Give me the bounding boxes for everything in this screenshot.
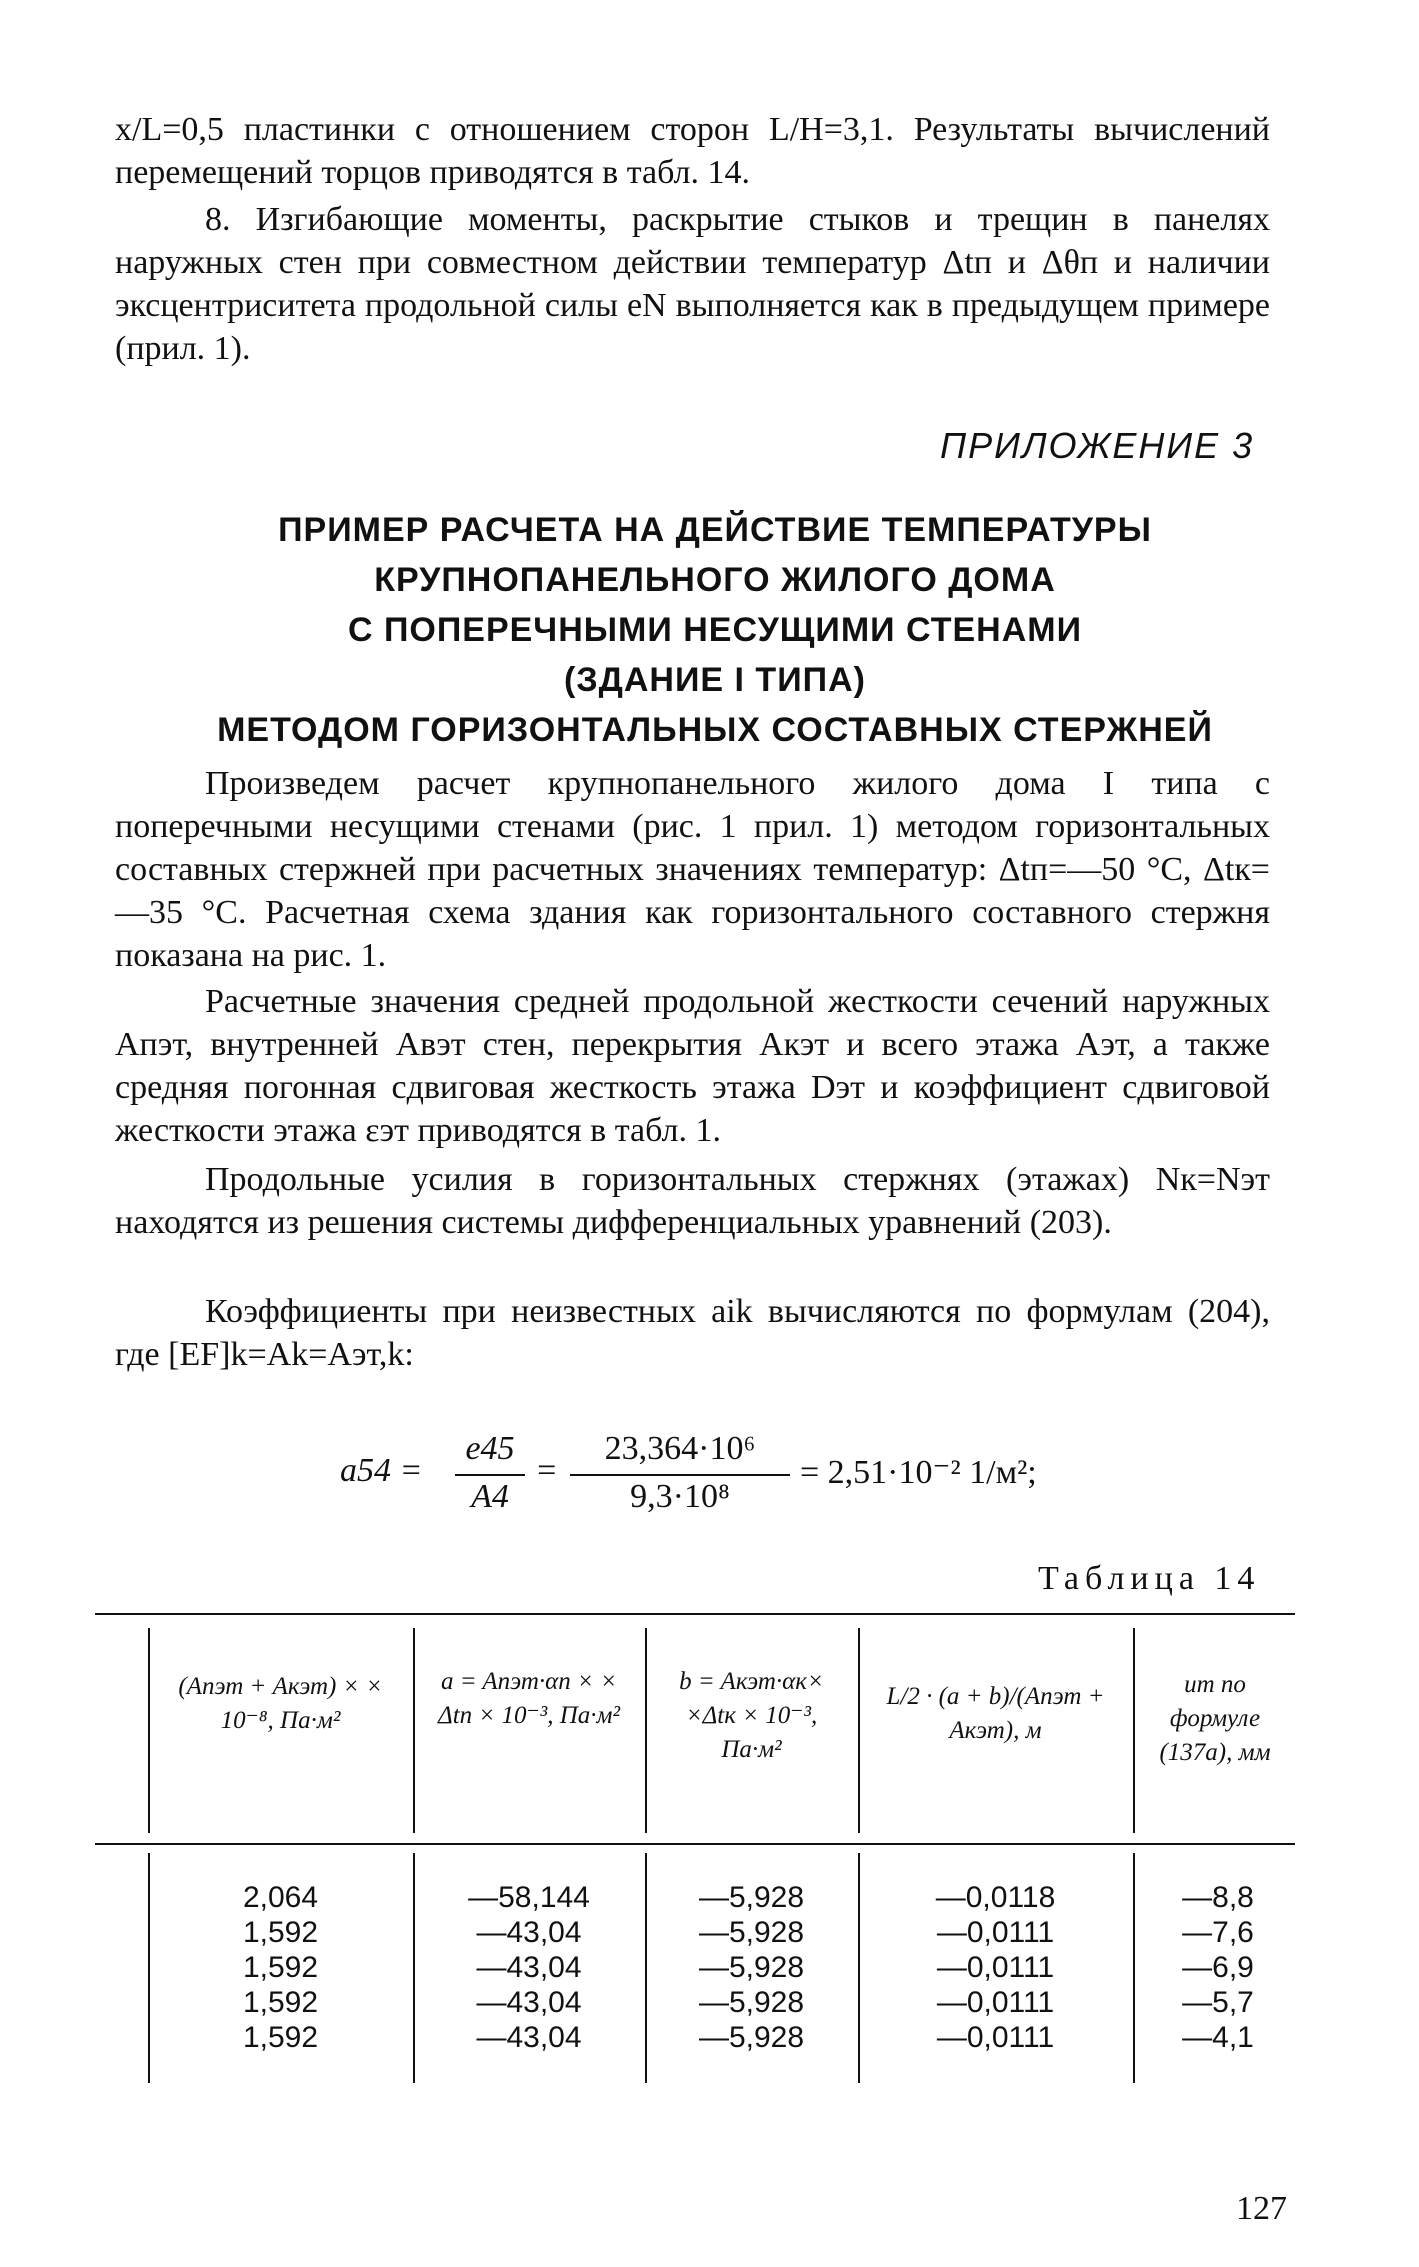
table-cell: —43,04 <box>476 1986 582 2019</box>
table-cell: —0,0111 <box>936 1951 1055 1984</box>
table-cell: —58,144 <box>468 1881 590 1914</box>
table-cell: —7,6 <box>1182 1916 1254 1949</box>
table-cell: 1,592 <box>242 1951 319 1984</box>
table-column <box>158 1880 403 2055</box>
table-column <box>655 1880 848 2055</box>
section-heading <box>160 505 1270 755</box>
formula-frac2-num: 23,364·10⁶ <box>604 1430 756 1467</box>
heading-line: КРУПНОПАНЕЛЬНОГО ЖИЛОГО ДОМА <box>374 561 1056 599</box>
heading-line: (ЗДАНИЕ I ТИПА) <box>564 661 866 699</box>
heading-line: МЕТОДОМ ГОРИЗОНТАЛЬНЫХ СОСТАВНЫХ СТЕРЖНЕЙ <box>217 711 1213 749</box>
table-cell: —5,928 <box>698 1881 805 1914</box>
table-cell: —4,1 <box>1182 2021 1254 2054</box>
table-cell: —0,0111 <box>936 1916 1055 1949</box>
page-number: 127 <box>1236 2190 1287 2227</box>
table-header-cell: (Aпэт + Aкэт) × × 10⁻⁸, Па·м² <box>178 1673 383 1734</box>
fraction-bar <box>455 1474 525 1476</box>
table-header-cell: um по формуле (137а), мм <box>1159 1671 1271 1766</box>
intro-paragraph-1: x/L=0,5 пластинки с отношением сторон L/H=3,1. Результаты вычислений перемещений торцов приводятся в табл. 14. <box>115 111 1270 191</box>
table-column <box>868 1880 1123 2055</box>
table-divider <box>858 1628 860 1833</box>
table-cell: —0,0111 <box>936 2021 1055 2054</box>
formula-eq: = <box>535 1452 558 1489</box>
table-header-cell: a = Aпэт·αп × × Δtп × 10⁻³, Па·м² <box>438 1668 620 1729</box>
appendix-label: ПРИЛОЖЕНИЕ 3 <box>940 425 1255 466</box>
table-cell: —5,7 <box>1182 1986 1254 2019</box>
table-divider <box>148 1628 150 1833</box>
table-cell: —5,928 <box>698 2021 805 2054</box>
table-header-cell: b = Aкэт·αк× ×Δtк × 10⁻³, Па·м² <box>679 1668 824 1763</box>
body-paragraph-1: Произведем расчет крупнопанельного жилого дома I типа с поперечными несущими стенами (рис. 1 прил. 1) методом горизонтальных составных стержней при расчетных значениях температур: Δtп=—50 °С, Δtк=—35 °С. Расчетная схема здания как горизонтального составного стержня показана на рис. 1. <box>115 765 1270 974</box>
table-divider <box>1133 1853 1135 2083</box>
body-paragraph-4: Коэффициенты при неизвестных aik вычисляются по формулам (204), где [EF]k=Ak=Aэт,k: <box>115 1293 1270 1373</box>
table-divider <box>645 1628 647 1833</box>
table-cell: 1,592 <box>242 2021 319 2054</box>
intro-paragraph-2: 8. Изгибающие моменты, раскрытие стыков и трещин в панелях наружных стен при совместном действии температур Δtп и Δθп и наличии эксцентриситета продольной силы eN выполняется как в предыдущем примере (прил. 1). <box>115 201 1270 367</box>
table-divider <box>1133 1628 1135 1833</box>
table-cell: —5,928 <box>698 1951 805 1984</box>
table-cell: 1,592 <box>242 1986 319 2019</box>
formula-lhs: a54 = <box>340 1452 423 1489</box>
formula-rhs: = 2,51·10⁻² 1/м²; <box>800 1454 1037 1491</box>
body-paragraph-3: Продольные усилия в горизонтальных стержнях (этажах) Nк=Nэт находятся из решения системы дифференциальных уравнений (203). <box>115 1161 1270 1241</box>
table-cell: —43,04 <box>476 2021 582 2054</box>
formula-frac1-den: A4 <box>471 1478 509 1515</box>
table-cell: 1,592 <box>242 1916 319 1949</box>
table-divider <box>413 1853 415 2083</box>
formula-frac1-num: e45 <box>465 1430 515 1467</box>
heading-line: С ПОПЕРЕЧНЫМИ НЕСУЩИМИ СТЕНАМИ <box>347 611 1083 649</box>
table-cell: —6,9 <box>1182 1951 1254 1984</box>
fraction-bar <box>570 1474 790 1476</box>
table-column <box>423 1880 635 2055</box>
table-column <box>1143 1880 1293 2055</box>
table-cell: —5,928 <box>698 1986 805 2019</box>
body-paragraph-2: Расчетные значения средней продольной жесткости сечений наружных Aпэт, внутренней Aвэт стен, перекрытия Aкэт и всего этажа Aэт, а также средняя погонная сдвиговая жесткость этажа Dэт и коэффициент сдвиговой жесткости этажа εэт приводятся в табл. 1. <box>115 983 1270 1149</box>
table-header-cell: L/2 · (a + b)/(Aпэт + Aкэт), м <box>886 1683 1105 1744</box>
table-divider <box>858 1853 860 2083</box>
table-divider <box>413 1628 415 1833</box>
table-caption: Таблица 14 <box>1038 1560 1261 1597</box>
formula-frac2-den: 9,3·10⁸ <box>630 1478 730 1515</box>
table-divider <box>148 1853 150 2083</box>
table-cell: —5,928 <box>698 1916 805 1949</box>
table-cell: —0,0111 <box>936 1986 1055 2019</box>
table-cell: —0,0118 <box>935 1881 1056 1914</box>
table-divider <box>645 1853 647 2083</box>
table-cell: —8,8 <box>1182 1881 1254 1914</box>
table-cell: —43,04 <box>476 1951 582 1984</box>
heading-line: ПРИМЕР РАСЧЕТА НА ДЕЙСТВИЕ ТЕМПЕРАТУРЫ <box>278 511 1152 549</box>
table-cell: —43,04 <box>476 1916 582 1949</box>
table-header-rule <box>95 1843 1295 1845</box>
table-top-rule <box>95 1613 1295 1615</box>
table-cell: 2,064 <box>242 1881 319 1914</box>
